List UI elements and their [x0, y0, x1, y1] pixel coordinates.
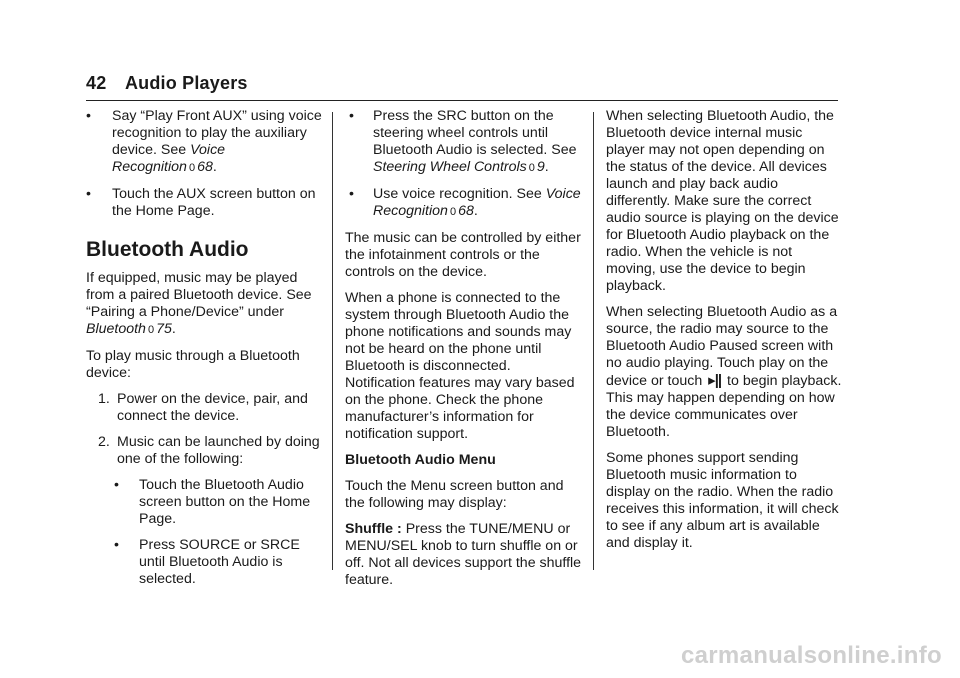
numbered-step: 1. Power on the device, pair, and connect the device.: [98, 391, 308, 424]
section-heading: Bluetooth Audio: [86, 238, 249, 261]
bullet-icon: •: [114, 537, 119, 553]
paragraph: When selecting Bluetooth Audio, the Bluetooth device internal music player may not open depending on the status of the device. All devices launch and play back audio differently. Make sure the correct audio source is playing on the device for Bluetooth Audio playback on the radio. When the vehicle is not moving, use the device to begin playback.: [606, 108, 839, 294]
cross-reference-link[interactable]: Voice Recognition: [373, 186, 581, 219]
ref-arrow-icon: 0: [188, 162, 196, 174]
menu-option-label: Shuffle :: [345, 521, 402, 537]
paragraph: Shuffle : Press the TUNE/MENU or MENU/SEL knob to turn shuffle on or off. Not all devices support the shuffle feature.: [345, 521, 582, 588]
column-divider: [593, 112, 594, 570]
sub-bullet-item: • Touch the Bluetooth Audio screen button on the Home Page.: [114, 477, 311, 527]
sub-bullet-item: • Press the SRC button on the steering wheel controls until Bluetooth Audio is selected. See Steering Wheel Controls 0 9.: [349, 108, 577, 175]
page-number: 42: [86, 73, 107, 93]
play-pause-icon: ▸||: [708, 372, 722, 389]
paragraph: Touch the Menu screen button and the following may display:: [345, 478, 564, 511]
section-title: Audio Players: [124, 73, 248, 93]
page-reference[interactable]: 68: [197, 159, 213, 175]
paragraph: Some phones support sending Bluetooth music information to display on the radio. When the radio receives this information, it will check to see if any album art is available and display it.: [606, 450, 839, 551]
sub-bullet-item: • Use voice recognition. See Voice Recognition 0 68.: [349, 186, 581, 219]
ref-arrow-icon: 0: [449, 206, 457, 218]
paragraph: The music can be controlled by either the infotainment controls or the controls on the device.: [345, 230, 581, 280]
bullet-item: • Touch the AUX screen button on the Home Page.: [86, 186, 316, 219]
page-reference[interactable]: 75: [156, 321, 172, 337]
column-1: [86, 108, 322, 597]
bullet-icon: •: [86, 108, 91, 124]
sub-bullet-item: • Press SOURCE or SRCE until Bluetooth Audio is selected.: [114, 537, 300, 587]
paragraph: When selecting Bluetooth Audio as a source, the radio may source to the Bluetooth Audio Paused screen with no audio playing. Touch play on the device or touch ▸|| to begin playback. This may happen depending on how the device communicates over Bluetooth.: [606, 304, 842, 440]
paragraph: To play music through a Bluetooth device:: [86, 348, 300, 381]
bullet-icon: •: [349, 108, 354, 124]
bullet-item: • Say “Play Front AUX” using voice recognition to play the auxiliary device. See Voice Recognition 0 68.: [86, 108, 322, 175]
column-divider: [332, 112, 333, 570]
cross-reference-link[interactable]: Bluetooth: [86, 321, 146, 337]
bullet-icon: •: [86, 186, 91, 202]
cross-reference-link[interactable]: Voice Recognition: [112, 142, 226, 175]
paragraph: When a phone is connected to the system through Bluetooth Audio the phone notifications and sounds may not be heard on the phone until Bluetooth is disconnected. Notification features may vary based on the phone. Check the phone manufacturer’s information for notification support.: [345, 290, 575, 442]
step-number: 2.: [98, 434, 110, 450]
ref-arrow-icon: 0: [528, 162, 535, 174]
page-header: [86, 73, 838, 101]
bullet-icon: •: [114, 477, 119, 493]
page-reference[interactable]: 68: [458, 203, 474, 219]
bullet-icon: •: [349, 186, 354, 202]
column-3: [606, 108, 842, 561]
watermark: carmanualsonline.info: [680, 642, 942, 669]
cross-reference-link[interactable]: Steering Wheel Controls: [373, 159, 527, 175]
step-number: 1.: [98, 391, 110, 407]
paragraph: If equipped, music may be played from a paired Bluetooth device. See “Pairing a Phone/Device” under Bluetooth 0 75.: [86, 270, 312, 337]
numbered-step: 2. Music can be launched by doing one of the following:: [98, 434, 320, 467]
ref-arrow-icon: 0: [147, 324, 155, 336]
subheading: Bluetooth Audio Menu: [345, 452, 496, 468]
page-reference[interactable]: 9: [536, 159, 545, 175]
column-2: [345, 108, 583, 598]
